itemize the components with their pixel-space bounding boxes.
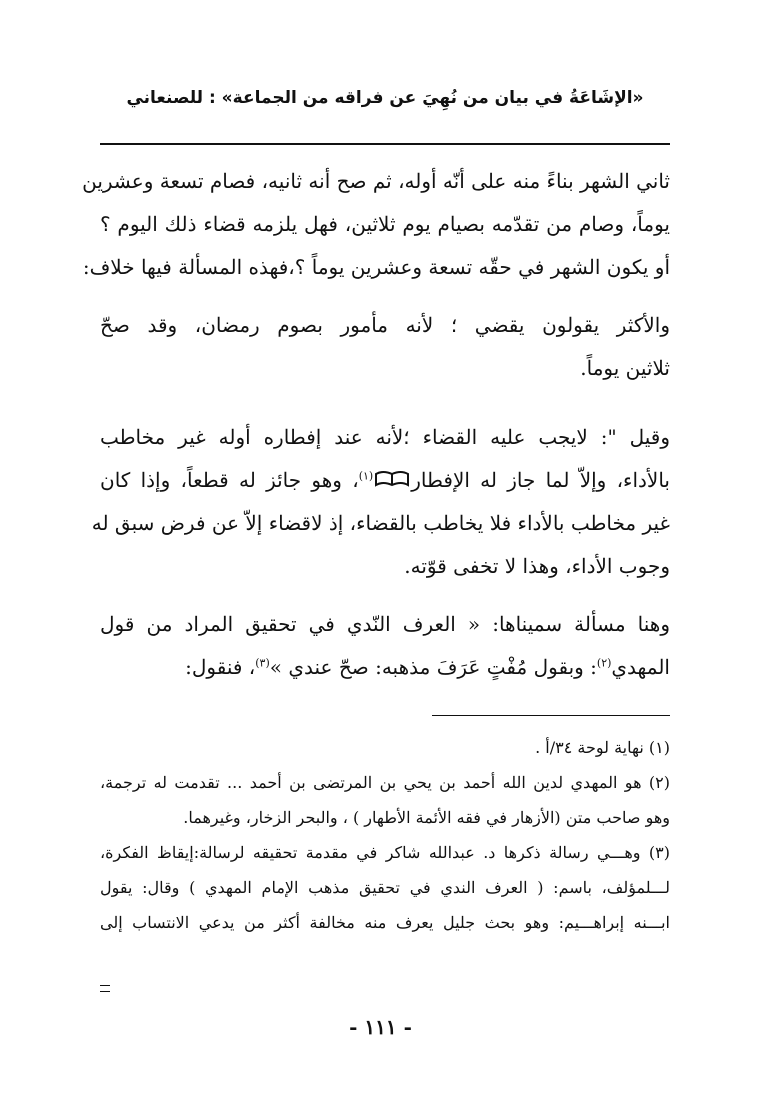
footnote-line: لـــلمؤلف، باسم: ( العرف الندي في تحقيق مذهب الإمام المهدي ) وقال: يقول <box>100 878 670 897</box>
text-line: يوماً، وصام من تقدّمه بصيام يوم ثلاثين، فهل يلزمه قضاء ذلك اليوم ؟ <box>100 212 670 236</box>
text-line: والأكثر يقولون يقضي ؛ لأنه مأمور بصوم رمضان، وقد صحّ <box>100 313 670 337</box>
text-line: ثاني الشهر بناءً منه على أنّه أوله، ثم صح أنه ثانيه، فصام تسعة وعشرين <box>82 169 670 193</box>
page-number: - ١١١ - <box>349 1015 412 1039</box>
text-segment: بالأداء، وإلاّ لما جاز له الإفطار <box>411 468 670 492</box>
text-line: غير مخاطب بالأداء فلا يخاطب بالقضاء، إذ لاقضاء إلاّ عن فرض سبق له <box>91 511 670 535</box>
text-line: ثلاثين يوماً. <box>580 356 670 380</box>
text-line: وجوب الأداء، وهذا لا تخفى قوّته. <box>404 554 670 578</box>
footnote-line: (٣) وهـــي رسالة ذكرها د. عبدالله شاكر في مقدمة تحقيقه لرسالة:إيقاظ الفكرة، <box>100 843 670 862</box>
text-line <box>100 459 670 502</box>
main-text <box>82 160 670 689</box>
footnote-rule <box>432 715 670 716</box>
footnote-line: وهو صاحب متن (الأزهار في فقه الأئمة الأطهار ) ، والبحر الزخار، وغيرهما. <box>183 808 670 827</box>
footnote-line: (٢) هو المهدي لدين الله أحمد بن يحي بن المرتضى بن أحمد ... تقدمت له ترجمة، <box>100 773 670 792</box>
continuation-mark <box>100 985 110 992</box>
footnote-marker: (١) <box>358 469 374 483</box>
header-rule <box>100 143 670 145</box>
text-line: أو يكون الشهر في حقّه تسعة وعشرين يوماً ؟،فهذه المسألة فيها خلاف: <box>82 255 670 279</box>
text-line <box>100 646 670 689</box>
text-line: وهنا مسألة سميناها: « العرف النّدي في تحقيق المراد من قول <box>100 612 670 636</box>
text-segment: المهدي <box>611 655 670 679</box>
text-segment: ، وهو جائز له قطعاً، وإذا كان <box>100 468 359 492</box>
running-header: «الإشَاعَةُ في بيان من نُهِيَ عن فراقه من الجماعة» : للصنعاني <box>126 88 644 108</box>
footnote-marker: (٢) <box>596 656 612 670</box>
footnotes <box>100 730 670 940</box>
text-line: وقيل ": لايجب عليه القضاء ؛لأنه عند إفطاره أوله غير مخاطب <box>100 425 670 449</box>
footnote-line: ابـــنه إبراهـــيم: وهو بحث جليل يعرف منه مخالفة أكثر من يدعي الانتساب إلى <box>100 913 670 932</box>
text-segment: ، فنقول: <box>185 655 256 679</box>
footnote-marker: (٣) <box>255 656 270 670</box>
text-segment: : وبقول مُفْتٍ عَرَفَ مذهبه: صحّ عندي » <box>269 655 597 679</box>
manuscript-marker-icon <box>374 460 410 503</box>
footnote-line: (١) نهاية لوحة ٣٤/أ . <box>535 738 670 757</box>
